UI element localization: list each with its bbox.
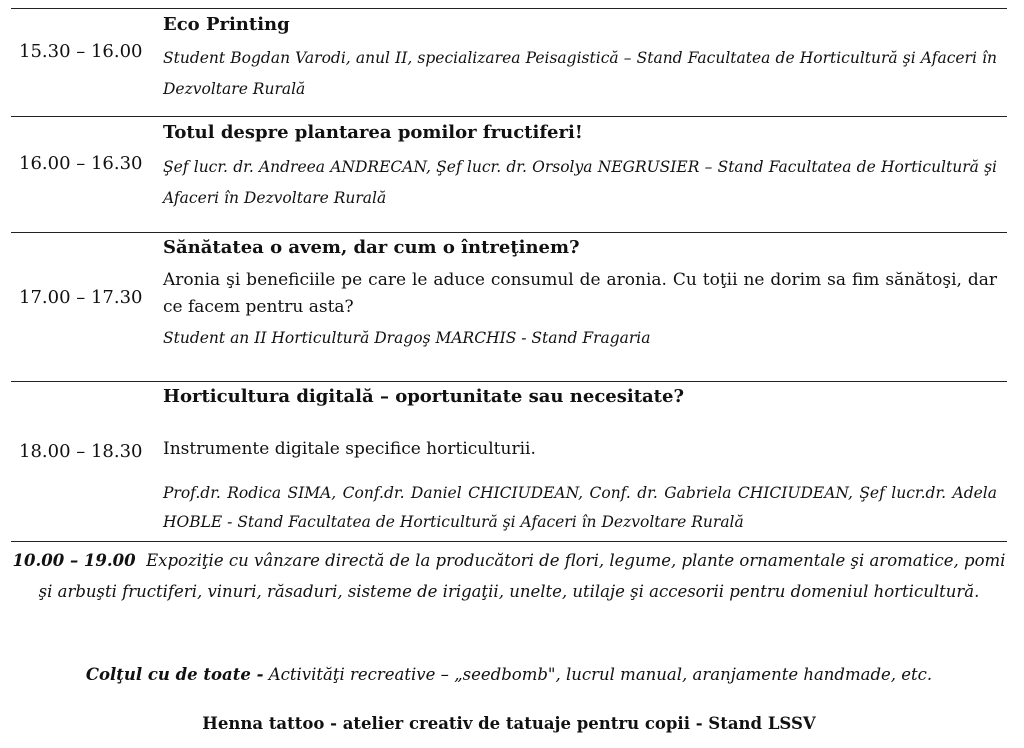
time-slot: 17.00 – 17.30	[19, 287, 143, 308]
exhibition-note	[11, 545, 1007, 607]
session-content	[163, 13, 997, 105]
time-slot: 18.00 – 18.30	[19, 441, 143, 462]
schedule-row	[11, 8, 1007, 116]
time-slot: 15.30 – 16.00	[19, 41, 143, 62]
session-description: Instrumente digitale specifice horticulturii.	[163, 439, 536, 459]
session-content	[163, 385, 997, 537]
session-speaker: Şef lucr. dr. Andreea ANDRECAN, Şef lucr. dr. Orsolya NEGRUSIER – Stand Facultatea de Horticultură şi Afaceri în Dezvoltare Rurală	[163, 158, 997, 207]
henna-note	[11, 708, 1007, 739]
exhibition-text: Expoziţie cu vânzare directă de la producători de flori, legume, plante ornamentale şi aromatice, pomi şi arbuşti fructiferi, vinuri, răsaduri, sisteme de irigaţii, unelte, utilaje şi accesorii pentru domeniul horticultură.	[38, 551, 1006, 601]
session-title: Sănătatea o avem, dar cum o întreţinem?	[163, 237, 580, 258]
exhibition-time: 10.00 – 19.00	[12, 551, 136, 570]
schedule-row	[11, 232, 1007, 381]
session-speaker: Student an II Horticultură Dragoş MARCHIS - Stand Fragaria	[163, 329, 651, 347]
session-speaker: Student Bogdan Varodi, anul II, specializarea Peisagistică – Stand Facultatea de Horticultură şi Afaceri în Dezvoltare Rurală	[163, 49, 997, 98]
table-bottom-rule	[11, 541, 1007, 542]
time-slot: 16.00 – 16.30	[19, 153, 143, 174]
session-description: Aronia şi beneficiile pe care le aduce consumul de aronia. Cu toţii ne dorim sa fim sănătoşi, dar ce facem pentru asta?	[163, 270, 997, 317]
session-title: Horticultura digitală – oportunitate sau necesitate?	[163, 386, 684, 407]
henna-text: Henna tattoo - atelier creativ de tatuaje pentru copii - Stand LSSV	[202, 714, 816, 733]
session-title: Totul despre plantarea pomilor fructiferi!	[163, 122, 583, 143]
session-content	[163, 121, 997, 214]
corner-text: Activităţi recreative – „seedbomb", lucrul manual, aranjamente handmade, etc.	[268, 665, 933, 684]
session-title: Eco Printing	[163, 14, 290, 35]
corner-label: Colţul cu de toate -	[85, 665, 264, 684]
session-content	[163, 236, 997, 354]
session-speaker: Prof.dr. Rodica SIMA, Conf.dr. Daniel CHICIUDEAN, Conf. dr. Gabriela CHICIUDEAN, Şef lucr.dr. Adela HOBLE - Stand Facultatea de Horticultură şi Afaceri în Dezvoltare Rurală	[163, 484, 997, 531]
schedule-row	[11, 381, 1007, 541]
corner-note	[11, 659, 1007, 690]
schedule-row	[11, 116, 1007, 232]
